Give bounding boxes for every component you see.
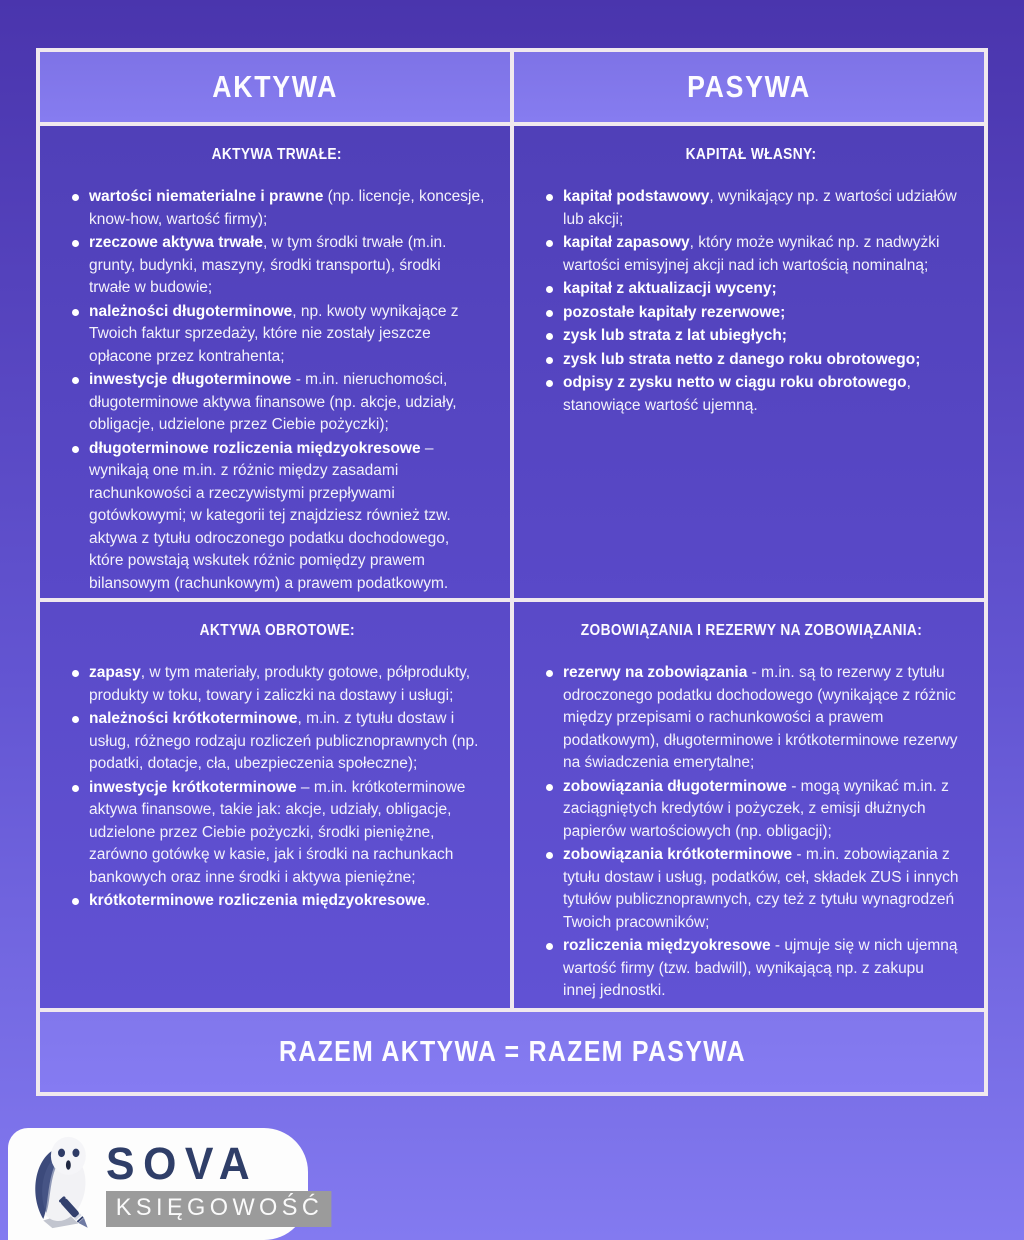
column-header-aktywa	[40, 52, 510, 122]
column-header-pasywa	[514, 52, 984, 122]
footer-equation	[40, 1012, 984, 1092]
bullet-list-aktywa-obrotowe	[68, 662, 486, 913]
section-title-aktywa-trwale	[68, 146, 486, 164]
list-item: należności długoterminowe, np. kwoty wynikające z Twoich faktur sprzedaży, które nie zostały jeszcze opłacone przez kontrahenta;	[72, 301, 486, 369]
section-title-zobowiazania	[542, 622, 960, 640]
list-item: pozostałe kapitały rezerwowe;	[546, 302, 960, 325]
footer-equation-label: RAZEM AKTYWA = RAZEM PASYWA	[278, 1035, 746, 1068]
section-title-kapital-wlasny	[542, 146, 960, 164]
section-zobowiazania	[514, 602, 984, 1008]
list-item: kapitał podstawowy, wynikający np. z wartości udziałów lub akcji;	[546, 186, 960, 231]
section-aktywa-obrotowe	[40, 602, 510, 1008]
list-item: rozliczenia międzyokresowe - ujmuje się w nich ujemną wartość firmy (tzw. badwill), wynikającą np. z zakupu innej jednostki.	[546, 935, 960, 1003]
list-item: należności krótkoterminowe, m.in. z tytułu dostaw i usług, różnego rodzaju rozliczeń publicznoprawnych (np. podatki, dotacje, cła, ubezpieczenia społeczne);	[72, 708, 486, 776]
logo-text-block	[106, 1138, 336, 1227]
section-aktywa-trwale	[40, 126, 510, 598]
list-item: zapasy, w tym materiały, produkty gotowe, półprodukty, produkty w toku, towary i zaliczki na dostawy i usługi;	[72, 662, 486, 707]
list-item: kapitał zapasowy, który może wynikać np. z nadwyżki wartości emisyjnej akcji nad ich wartością nominalną;	[546, 232, 960, 277]
list-item: wartości niematerialne i prawne (np. licencje, koncesje, know-how, wartość firmy);	[72, 186, 486, 231]
list-item: długoterminowe rozliczenia międzyokresowe – wynikają one m.in. z różnic między zasadami rachunkowości a rzeczywistymi przepływami gotówkowymi; w kategorii tej znajdziesz również tzw. aktywa z tytułu odroczonego podatku dochodowego, które powstają wskutek różnic pomiędzy prawem bilansowym (rachunkowym) a prawem podatkowym.	[72, 438, 486, 596]
section-title-text: KAPITAŁ WŁASNY:	[685, 146, 817, 163]
owl-with-pen-icon	[22, 1134, 98, 1234]
sova-logo-card	[8, 1128, 324, 1240]
brand-subtitle: KSIĘGOWOŚĆ	[106, 1191, 331, 1227]
list-item: zobowiązania długoterminowe - mogą wynikać m.in. z zaciągniętych kredytów i pożyczek, z emisji dłużnych papierów wartościowych (np. obligacji);	[546, 776, 960, 844]
list-item: zysk lub strata netto z danego roku obrotowego;	[546, 349, 960, 372]
list-item: inwestycje długoterminowe - m.in. nieruchomości, długoterminowe aktywa finansowe (np. akcje, udziały, obligacje, udzielone przez Ciebie pożyczki);	[72, 369, 486, 437]
section-title-text: ZOBOWIĄZANIA I REZERWY NA ZOBOWIĄZANIA:	[580, 622, 922, 639]
list-item: zysk lub strata z lat ubiegłych;	[546, 325, 960, 348]
bullet-list-aktywa-trwale	[68, 186, 486, 595]
list-item: zobowiązania krótkoterminowe - m.in. zobowiązania z tytułu dostaw i usług, podatków, ceł, składek ZUS i innych tytułów publicznoprawnych, czy też z tytułu wynagrodzeń Twoich pracowników;	[546, 844, 960, 934]
list-item: rezerwy na zobowiązania - m.in. są to rezerwy z tytułu odroczonego podatku dochodowego (wynikające z różnic między przepisami o rachunkowości a prawem podatkowym), długoterminowe i krótkoterminowe rezerwy na świadczenia emerytalne;	[546, 662, 960, 775]
list-item: krótkoterminowe rozliczenia międzyokresowe.	[72, 890, 486, 913]
column-header-pasywa-label: PASYWA	[687, 69, 811, 104]
bullet-list-zobowiazania	[542, 662, 960, 1003]
section-title-aktywa-obrotowe	[68, 622, 486, 640]
list-item: rzeczowe aktywa trwałe, w tym środki trwałe (m.in. grunty, budynki, maszyny, środki transportu), środki trwałe w budowie;	[72, 232, 486, 300]
section-kapital-wlasny	[514, 126, 984, 598]
bullet-list-kapital-wlasny	[542, 186, 960, 417]
balance-sheet-table	[36, 48, 988, 1096]
list-item: inwestycje krótkoterminowe – m.in. krótkoterminowe aktywa finansowe, takie jak: akcje, udziały, obligacje, udzielone przez Ciebie pożyczki, środki pieniężne, zarówno gotówkę w kasie, jak i środki na rachunkach bankowych oraz inne środki i aktywa pieniężne;	[72, 777, 486, 890]
section-title-text: AKTYWA OBROTOWE:	[199, 622, 355, 639]
section-title-text: AKTYWA TRWAŁE:	[211, 146, 343, 163]
list-item: kapitał z aktualizacji wyceny;	[546, 278, 960, 301]
brand-name: SOVA	[106, 1138, 259, 1189]
column-header-aktywa-label: AKTYWA	[212, 69, 338, 104]
list-item: odpisy z zysku netto w ciągu roku obrotowego, stanowiące wartość ujemną.	[546, 372, 960, 417]
